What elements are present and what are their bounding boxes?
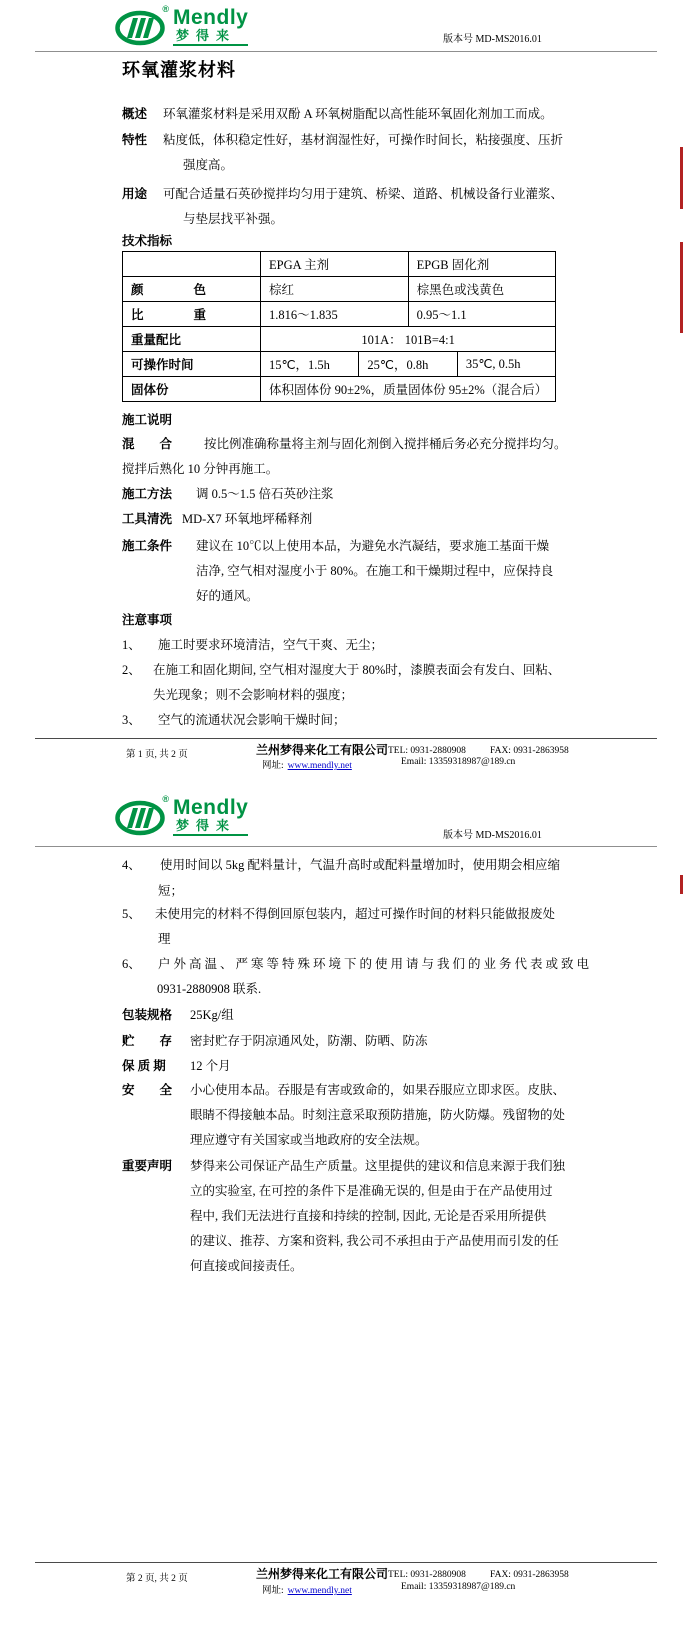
cell-color-b: 棕黑色或浅黄色 [408,277,556,302]
note2-text-line2: 失光现象；则不会影响材料的强度； [153,688,354,702]
footer-company-page1: 兰州梦得来化工有限公司 [256,743,389,757]
shelf-life-label: 保 质 期 [122,1059,166,1073]
footer-fax-page2: FAX: 0931-2863958 [490,1570,569,1580]
clean-label: 工具清洗 [122,512,173,526]
version-label-page2: 版本号 MD-MS2016.01 [443,830,542,841]
overview-text: 环氧灌浆材料是采用双酚 A 环氧树脂配以高性能环氧固化剂加工而成。 [163,107,553,121]
para-shelf-life [122,1058,231,1074]
table-row-color [123,277,556,302]
note-item-4 [122,857,560,873]
tech-spec-table [122,251,556,402]
para-condition [122,538,549,554]
footer-email-page1: Email: 13359318987@189.cn [401,757,516,767]
cell-epga: EPGA 主剂 [261,252,409,277]
table-row-solids [123,377,556,402]
mix-text-line2: 搅拌后熟化 10 分钟再施工。 [122,462,279,476]
safety-text-line3: 理应遵守有关国家或当地政府的安全法规。 [190,1133,428,1147]
note4-text-line1: 使用时间以 5kg 配料量计，气温升高时或配料量增加时，使用期会相应缩 [160,858,561,872]
usage-text-line1: 可配合适量石英砂搅拌均匀用于建筑、桥梁、道路、机械设备行业灌浆、 [163,187,564,201]
shelf-life-text: 12 个月 [190,1059,231,1073]
overview-label: 概述 [122,107,148,121]
mendly-emblem-icon [114,5,168,49]
header-rule-page2 [35,846,657,847]
footer-tel-page2: TEL: 0931-2880908 [388,1570,466,1580]
condition-text-line3: 好的通风。 [196,589,259,603]
note6-number: 6、 [122,957,141,971]
cell-worktime-15: 15℃，1.5h [261,352,359,377]
mendly-emblem-2 [114,795,168,839]
note4-number: 4、 [122,858,141,872]
tech-spec-heading: 技术指标 [122,234,173,248]
revision-bar-2 [680,242,683,333]
version-label-page1: 版本号 MD-MS2016.01 [443,34,542,45]
table-row-ratio [123,327,556,352]
table-row-gravity [123,302,556,327]
method-label: 施工方法 [122,487,173,501]
feature-text-line1: 粘度低，体积稳定性好，基材润湿性好，可操作时间长，粘接强度、压折 [163,133,564,147]
cell-gravity-a: 1.816～1.835 [261,302,409,327]
cell-ratio-value: 101A： 101B=4:1 [261,327,556,352]
statement-text-line3: 程中, 我们无法进行直接和持续的控制, 因此, 无论是否采用所提供 [190,1209,547,1223]
website-link-2[interactable]: www.mendly.net [287,1586,352,1596]
footer-rule-page1 [35,738,657,739]
mendly-logo-page2 [114,795,248,839]
note2-text-line1: 在施工和固化期间, 空气相对湿度大于 80%时，漆膜表面会有发白、回粘、 [153,663,561,677]
brand-name-cn-2: 梦得来 [176,818,237,833]
note5-text-line2: 理 [158,932,171,946]
cell-color-label: 颜 色 [123,277,261,302]
condition-text-line2: 洁净, 空气相对湿度小于 80%。在施工和干燥期过程中，应保持良 [196,564,554,578]
cell-worktime-35: 35℃, 0.5h [457,352,555,377]
footer-email-page2: Email: 13359318987@189.cn [401,1582,516,1592]
para-packing [122,1007,234,1023]
cell-gravity-b: 0.95～1.1 [408,302,556,327]
table-row-worktime [123,352,556,377]
footer-web-page1 [262,757,352,771]
website-link[interactable]: www.mendly.net [287,761,352,771]
cell-blank [123,252,261,277]
logo-text [173,8,248,46]
registered-mark-2: ® [162,794,169,804]
note-item-2 [122,662,560,678]
para-storage [122,1033,428,1049]
para-safety [122,1082,565,1098]
page-title: 环氧灌浆材料 [122,60,236,80]
footer-tel-page1: TEL: 0931-2880908 [388,746,466,756]
mendly-logo-page1 [114,5,248,49]
cell-gravity-label: 比 重 [123,302,261,327]
footer-rule-page2 [35,1562,657,1563]
feature-label: 特性 [122,133,148,147]
para-overview [122,106,553,122]
note5-number: 5、 [122,907,141,921]
para-mix [122,436,567,452]
note2-number: 2、 [122,663,141,677]
note5-text-line1: 未使用完的材料不得倒回原包装内，超过可操作时间的材料只能做报废处 [155,907,556,921]
note1-text: 施工时要求环境清洁，空气干爽、无尘； [158,638,384,652]
note3-number: 3、 [122,713,141,727]
web-label-2: 网址: [262,1586,284,1596]
packing-label: 包装规格 [122,1008,173,1022]
method-text: 调 0.5～1.5 倍石英砂注浆 [196,487,334,501]
brand-name-cn: 梦得来 [176,28,237,43]
revision-bar-1 [680,147,683,209]
statement-text-line5: 何直接或间接责任。 [190,1259,303,1273]
construction-heading: 施工说明 [122,413,173,427]
revision-bar-3 [680,875,683,894]
page-indicator-page1: 第 1 页, 共 2 页 [126,750,188,760]
usage-text-line2: 与垫层找平补强。 [183,212,284,226]
mix-text-line1: 按比例准确称量将主剂与固化剂倒入搅拌桶后务必充分搅拌均匀。 [204,437,567,451]
note6-text-line2: 0931-2880908 联系. [157,982,262,996]
para-feature [122,132,563,148]
mix-label: 混 合 [122,437,173,451]
statement-text-line1: 梦得来公司保证产品生产质量。这里提供的建议和信息来源于我们独 [190,1159,566,1173]
note-item-5 [122,906,555,922]
statement-label: 重要声明 [122,1159,173,1173]
web-label: 网址: [262,761,284,771]
statement-text-line2: 立的实验室, 在可控的条件下是准确无误的, 但是由于在产品使用过 [190,1184,553,1198]
para-statement [122,1158,565,1174]
note4-text-line2: 短； [158,884,184,898]
header-rule-page1 [35,51,657,52]
note1-number: 1、 [122,638,141,652]
feature-text-line2: 强度高。 [183,158,234,172]
cell-solids-label: 固体份 [123,377,261,402]
page-indicator-page2: 第 2 页, 共 2 页 [126,1574,188,1584]
cell-worktime-label: 可操作时间 [123,352,261,377]
footer-fax-page1: FAX: 0931-2863958 [490,746,569,756]
cell-solids-value: 体积固体份 90±2%，质量固体份 95±2%（混合后） [261,377,556,402]
statement-text-line4: 的建议、推荐、方案和资料, 我公司不承担由于产品使用而引发的任 [190,1234,559,1248]
para-clean [122,511,312,527]
note6-text-line1: 户外高温、严寒等特殊环境下的使用请与我们的业务代表或致电 [158,957,593,971]
usage-label: 用途 [122,187,148,201]
storage-text: 密封贮存于阴凉通风处，防潮、防晒、防冻 [190,1034,428,1048]
footer-company-page2: 兰州梦得来化工有限公司 [256,1567,389,1581]
note-item-6 [122,956,592,972]
brand-name-2: Mendly [173,796,249,819]
para-usage [122,186,563,202]
notes-heading: 注意事项 [122,613,173,627]
table-row-header [123,252,556,277]
mendly-emblem [114,5,168,49]
cell-epgb: EPGB 固化剂 [408,252,556,277]
logo-text-2 [173,798,248,836]
registered-mark: ® [162,4,169,14]
footer-web-page2 [262,1582,352,1596]
para-method [122,486,334,502]
cell-ratio-label: 重量配比 [123,327,261,352]
packing-text: 25Kg/组 [190,1008,234,1022]
note-item-1 [122,637,383,653]
safety-label: 安 全 [122,1083,173,1097]
clean-text: MD-X7 环氧地坪稀释剂 [182,512,313,526]
mendly-emblem-icon-2 [114,795,168,839]
cell-color-a: 棕红 [261,277,409,302]
note3-text: 空气的流通状况会影响干燥时间； [158,713,346,727]
storage-label: 贮 存 [122,1034,173,1048]
safety-text-line1: 小心使用本品。吞服是有害或致命的，如果吞服应立即求医。皮肤、 [190,1083,566,1097]
safety-text-line2: 眼睛不得接触本品。时刻注意采取预防措施，防火防爆。残留物的处 [190,1108,566,1122]
cell-worktime-25: 25℃，0.8h [359,352,457,377]
note-item-3 [122,712,346,728]
condition-label: 施工条件 [122,539,173,553]
condition-text-line1: 建议在 10℃以上使用本品，为避免水汽凝结，要求施工基面干燥 [196,539,550,553]
brand-name: Mendly [173,6,249,29]
